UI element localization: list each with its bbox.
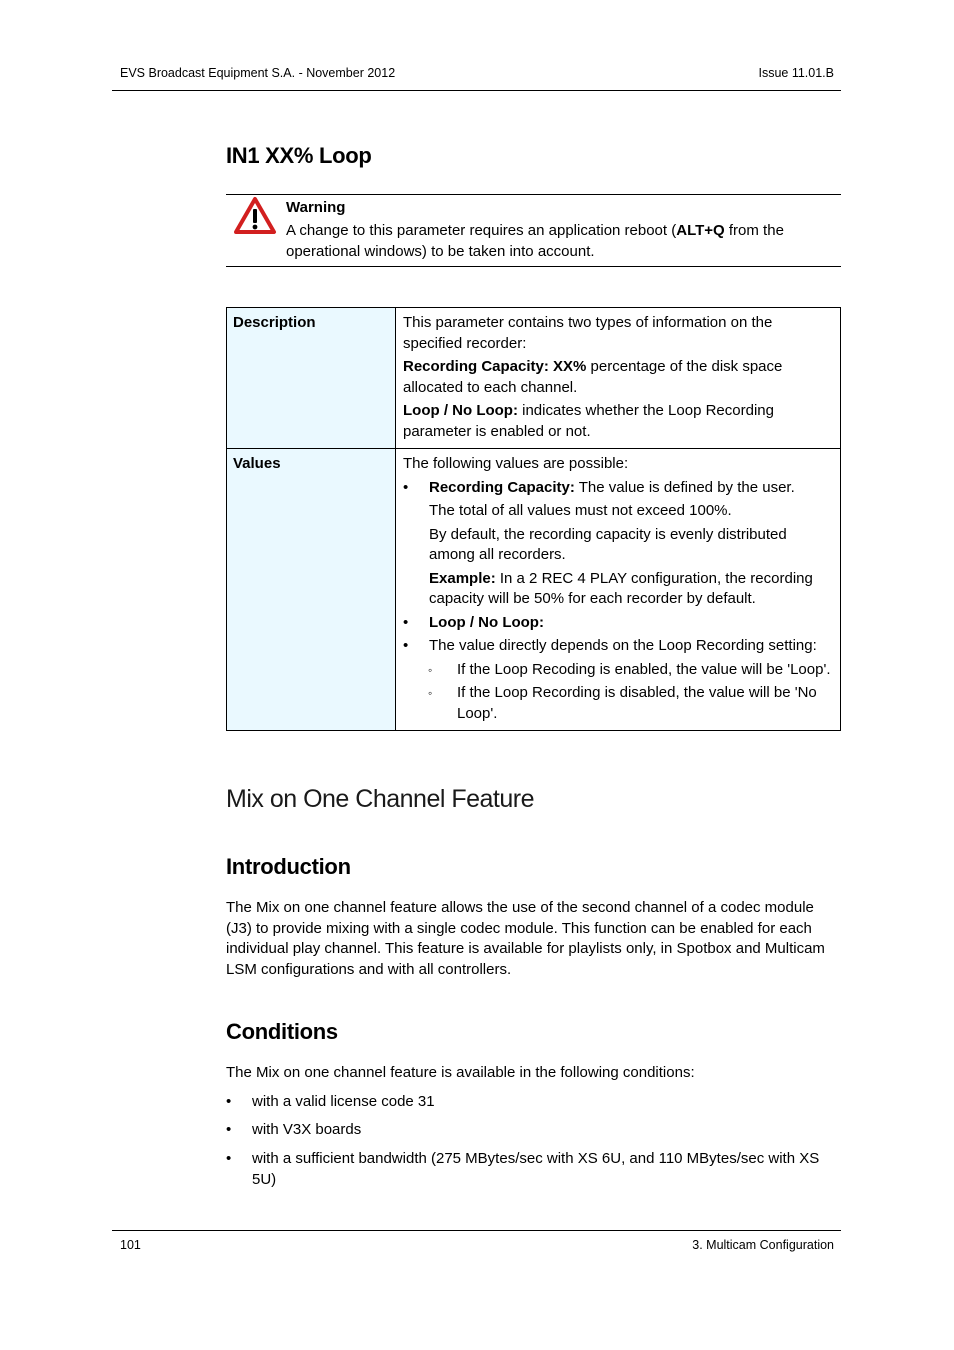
bullet-icon: •: [403, 637, 409, 654]
section-title: IN1 XX% Loop: [226, 143, 372, 168]
warning-title: Warning: [286, 199, 346, 216]
values-value: [396, 449, 841, 731]
sub-item-loop-enabled: ◦ If the Loop Recoding is enabled, the value will be 'Loop'.: [403, 660, 834, 681]
description-loop: Loop / No Loop: indicates whether the Loop Recording parameter is enabled or not.: [403, 402, 774, 440]
table-row-description: [227, 308, 841, 449]
bullet-icon: •: [226, 1150, 232, 1167]
warning-bottom-rule: [226, 266, 841, 267]
chapter-title: Mix on One Channel Feature: [226, 785, 535, 813]
description-recording-capacity: Recording Capacity: XX% percentage of the disk space allocated to each channel.: [403, 358, 783, 396]
header-rule: [112, 90, 841, 91]
description-intro: This parameter contains two types of information on the specified recorder:: [403, 314, 773, 352]
recording-capacity-total: The total of all values must not exceed 100%.: [429, 502, 732, 519]
circle-bullet-icon: ◦: [428, 662, 433, 677]
bullet-icon: •: [226, 1093, 232, 1110]
introduction-title: Introduction: [226, 854, 351, 879]
list-item: • with V3X boards: [226, 1120, 841, 1141]
values-label: Values: [227, 449, 396, 731]
header-right: Issue 11.01.B: [758, 66, 834, 80]
footer-chapter: 3. Multicam Configuration: [692, 1238, 834, 1252]
list-item: • with a sufficient bandwidth (275 MBytes/sec with XS 6U, and 110 MBytes/sec with XS 5U): [226, 1150, 820, 1188]
introduction-text: The Mix on one channel feature allows the use of the second channel of a codec module (J3) to provide mixing with a single codec module. This function can be enabled for each individual play channel. This feature is available for playlists only, in Spotbox and Multicam LSM configurations and with all controllers.: [226, 899, 825, 978]
bullet-icon: •: [403, 613, 409, 631]
recording-capacity-example: Example: In a 2 REC 4 PLAY configuration, the recording capacity will be 50% for each recorder by default.: [429, 569, 813, 607]
warning-icon: [233, 196, 277, 236]
bullet-icon: •: [403, 478, 409, 496]
circle-bullet-icon: ◦: [428, 686, 433, 700]
list-item: • with a valid license code 31: [226, 1092, 841, 1113]
list-item-recording-capacity: • Recording Capacity: The value is defined by the user.: [403, 478, 834, 499]
bullet-icon: •: [226, 1121, 232, 1138]
parameter-table: [226, 307, 841, 731]
conditions-intro: The Mix on one channel feature is available in the following conditions:: [226, 1064, 695, 1081]
header-left: EVS Broadcast Equipment S.A. - November 2012: [120, 66, 396, 80]
footer-rule: [112, 1230, 841, 1231]
list-item-loop-no-loop: • Loop / No Loop:: [403, 613, 834, 634]
sub-item-loop-disabled: ◦ If the Loop Recording is disabled, the value will be 'No Loop'.: [428, 684, 817, 722]
warning-text: A change to this parameter requires an application reboot (ALT+Q from the operational windows) to be taken into account.: [286, 222, 784, 260]
list-item-loop-setting: • The value directly depends on the Loop Recording setting:: [403, 636, 834, 657]
recording-capacity-default: By default, the recording capacity is evenly distributed among all recorders.: [429, 525, 787, 563]
conditions-title: Conditions: [226, 1019, 338, 1044]
warning-top-rule: [226, 194, 841, 195]
description-label: Description: [227, 308, 396, 449]
table-row-values: [227, 449, 841, 731]
page-number: 101: [120, 1238, 141, 1252]
values-intro: The following values are possible:: [403, 455, 629, 472]
description-value: [396, 308, 841, 449]
